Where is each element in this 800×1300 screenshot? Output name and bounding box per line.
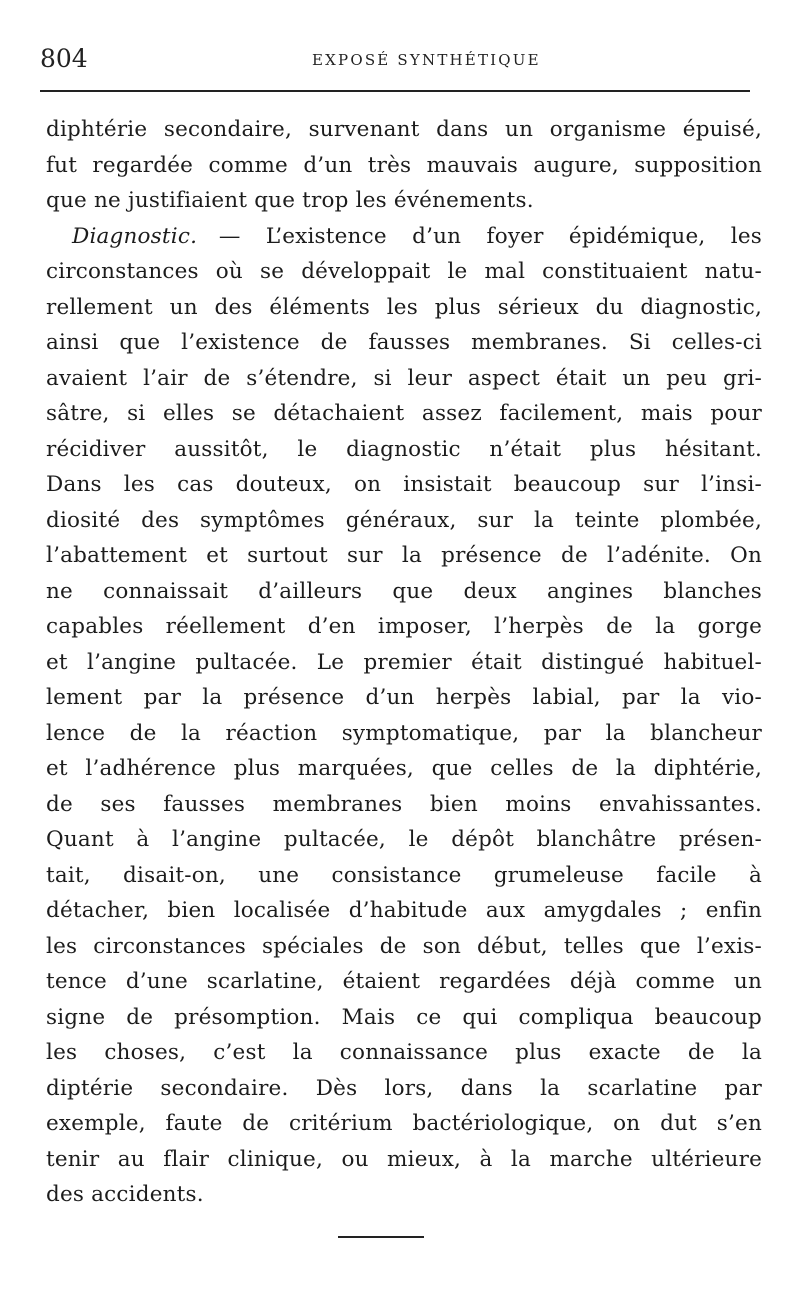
text-line: signe de présomption. Mais ce qui compliqua beaucoup: [46, 1004, 762, 1030]
diagnostic-line-text: — L’existence d’un foyer épidémique, les: [218, 223, 762, 249]
text-line: capables réellement d’en imposer, l’herpès de la gorge: [46, 614, 762, 639]
text-line: Quant à l’angine pultacée, le dépôt blanchâtre présen-: [46, 827, 762, 852]
text-line: de ses fausses membranes bien moins envahissantes.: [46, 791, 762, 817]
text-line: circonstances où se développait le mal constituaient natu-: [46, 259, 762, 284]
text-line: fut regardée comme d’un très mauvais augure, supposition: [46, 152, 762, 178]
text-line: détacher, bien localisée d’habitude aux amygdales ; enfin: [46, 898, 762, 923]
text-line: ainsi que l’existence de fausses membranes. Si celles-ci: [46, 330, 762, 355]
text-line: diphtérie secondaire, survenant dans un organisme épuisé,: [46, 117, 762, 142]
running-title: EXPOSÉ SYNTHÉTIQUE: [312, 51, 541, 69]
text-line: diosité des symptômes généraux, sur la teinte plombée,: [46, 507, 762, 533]
text-line: des accidents.: [46, 1182, 204, 1207]
page-number: 804: [40, 44, 88, 73]
text-line: l’abattement et surtout sur la présence de l’adénite. On: [46, 543, 762, 568]
text-line: rellement un des éléments les plus sérieux du diagnostic,: [46, 294, 762, 320]
text-line: ne connaissait d’ailleurs que deux angines blanches: [46, 578, 762, 604]
text-line: récidiver aussitôt, le diagnostic n’était plus hésitant.: [46, 436, 762, 462]
text-line: tence d’une scarlatine, étaient regardées déjà comme un: [46, 969, 762, 994]
text-line: exemple, faute de critérium bactériologique, on dut s’en: [46, 1111, 762, 1136]
diagnostic-heading: Diagnostic.: [72, 223, 198, 249]
text-line-diagnostic: [46, 219, 762, 255]
text-line: et l’adhérence plus marquées, que celles de la diphtérie,: [46, 756, 762, 781]
page-header: [40, 44, 750, 74]
text-line: les choses, c’est la connaissance plus exacte de la: [46, 1040, 762, 1065]
text-line: Dans les cas douteux, on insistait beaucoup sur l’insi-: [46, 472, 762, 497]
text-line: lence de la réaction symptomatique, par la blancheur: [46, 720, 762, 746]
text-line: tait, disait-on, une consistance grumeleuse facile à: [46, 862, 762, 888]
text-line: que ne justifiaient que trop les événements.: [46, 188, 534, 213]
body-text: [46, 112, 762, 1213]
text-line: tenir au flair clinique, ou mieux, à la marche ultérieure: [46, 1146, 762, 1172]
text-line: diptérie secondaire. Dès lors, dans la scarlatine par: [46, 1075, 762, 1101]
text-line: lement par la présence d’un herpès labial, par la vio-: [46, 685, 762, 710]
text-line: les circonstances spéciales de son début, telles que l’exis-: [46, 933, 762, 959]
text-line: et l’angine pultacée. Le premier était distingué habituel-: [46, 649, 762, 675]
text-line: sâtre, si elles se détachaient assez facilement, mais pour: [46, 401, 762, 426]
section-end-rule: [338, 1236, 424, 1238]
text-line: avaient l’air de s’étendre, si leur aspect était un peu gri-: [46, 365, 762, 391]
header-rule: [40, 90, 750, 92]
